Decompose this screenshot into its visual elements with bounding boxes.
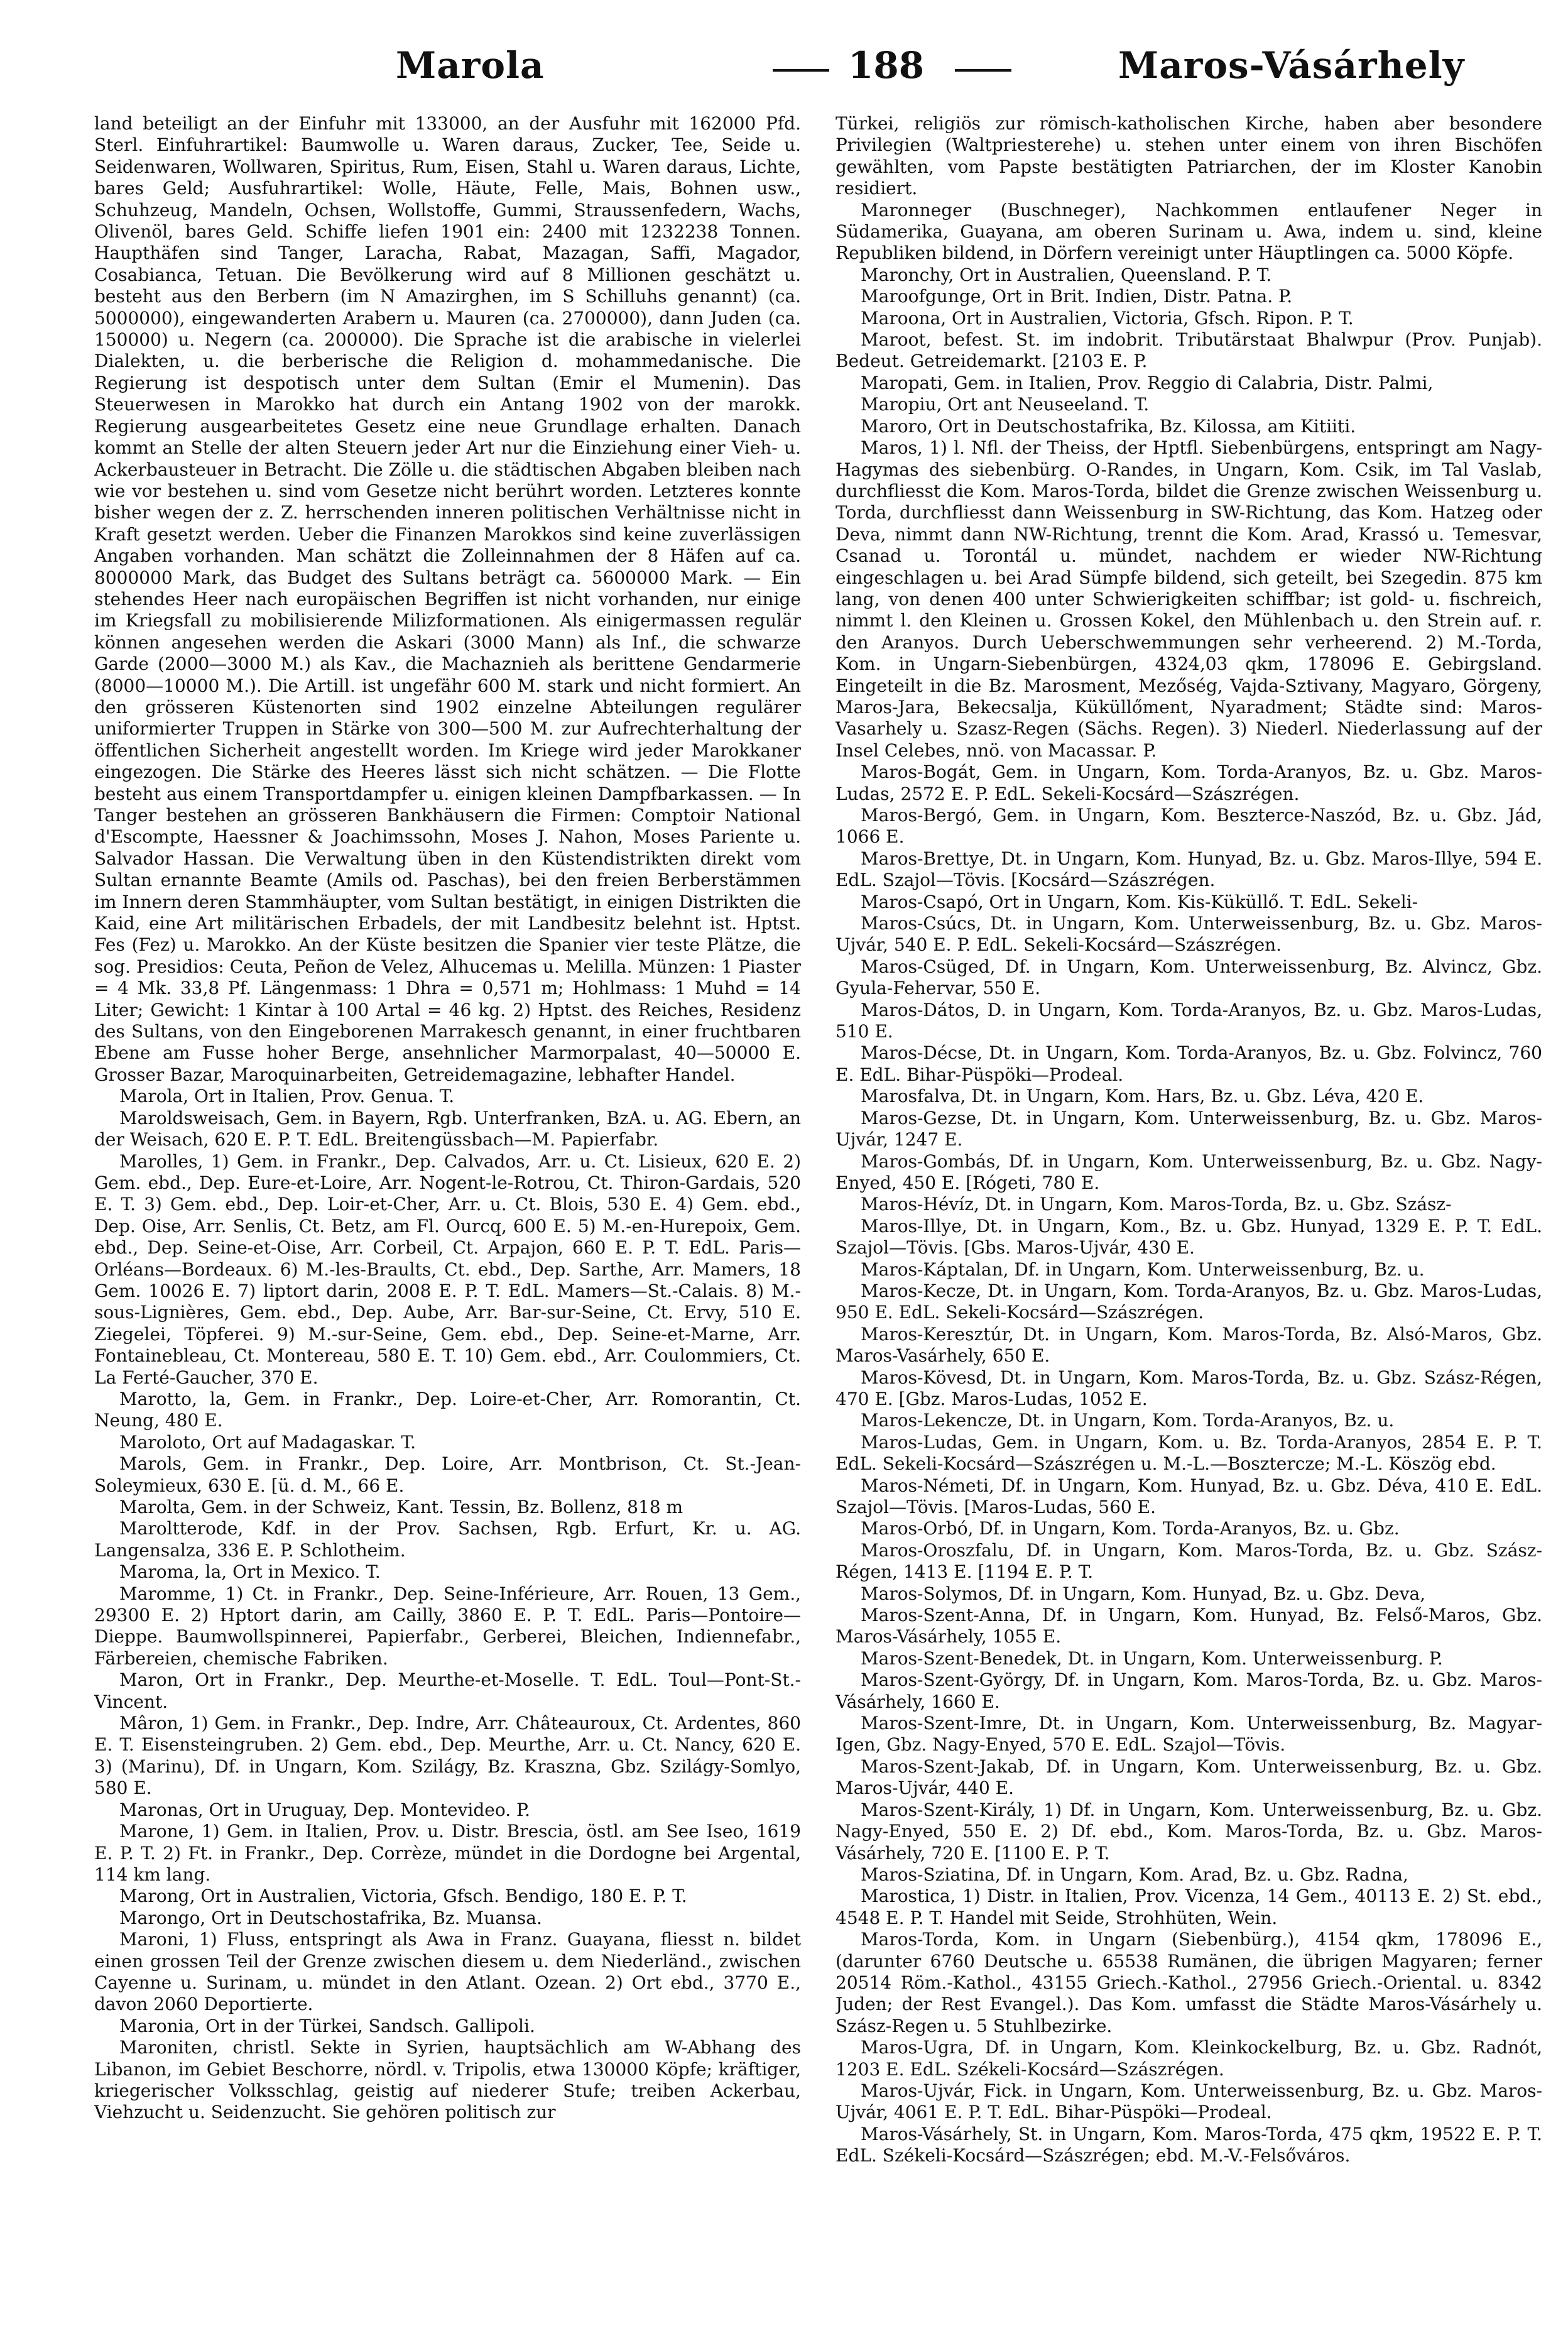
dictionary-entry: Maros-Szent-Anna, Df. in Ungarn, Kom. Hunyad, Bz. Felső-Maros, Gbz. Maros-Vásárhely, 1055 E. — [836, 1605, 1542, 1647]
dictionary-entry: Maros-Torda, Kom. in Ungarn (Siebenbürg.), 4154 qkm, 178096 E., (darunter 6760 Deutsche u. 65538 Rumänen, die übrigen Magyaren; ferner 20514 Röm.-Kathol., 43155 Griech.-Kathol., 27956 Griech.-Oriental. u. 8342 Juden; der Rest Evangel.). Das Kom. umfasst die Städte Maros-Vásárhely u. Szász-Regen u. 5 Stuhlbezirke. — [836, 1929, 1542, 2036]
left-column — [94, 113, 801, 2331]
dictionary-entry: Maroro, Ort in Deutschostafrika, Bz. Kilossa, am Kitiiti. — [861, 415, 1356, 437]
dictionary-entry: Maros-Illye, Dt. in Ungarn, Kom., Bz. u. Gbz. Hunyad, 1329 E. P. T. EdL. Szajol—Tövis. [Gbs. Maros-Ujvár, 430 E. — [836, 1215, 1542, 1259]
dictionary-entry: Maros-Kövesd, Dt. in Ungarn, Kom. Maros-Torda, Bz. u. Gbz. Szász-Régen, 470 E. [Gbz. Maros-Ludas, 1052 E. — [836, 1367, 1542, 1409]
page-number: 188 — [848, 44, 925, 87]
dictionary-entry: Maros-Ugra, Df. in Ungarn, Kom. Kleinkockelburg, Bz. u. Gbz. Radnót, 1203 E. EdL. Székeli-Kocsárd—Szászrégen. — [836, 2037, 1542, 2080]
header-dash-right — [955, 69, 1011, 72]
dictionary-entry: Maros-Csúcs, Dt. in Ungarn, Kom. Unterweissenburg, Bz. u. Gbz. Maros-Ujvár, 540 E. P. EdL. Sekeli-Kocsárd—Szászrégen. — [836, 913, 1542, 956]
dictionary-entry: Maros-Gombás, Df. in Ungarn, Kom. Unterweissenburg, Bz. u. Gbz. Nagy-Enyed, 450 E. [Rógeti, 780 E. — [836, 1150, 1542, 1193]
dictionary-entry: Maronia, Ort in der Türkei, Sandsch. Gallipoli. — [119, 2015, 535, 2036]
dictionary-entry: Marotto, la, Gem. in Frankr., Dep. Loire-et-Cher, Arr. Romorantin, Ct. Neung, 480 E. — [94, 1388, 801, 1431]
dictionary-entry: Maroltterode, Kdf. in der Prov. Sachsen, Rgb. Erfurt, Kr. u. AG. Langensalza, 336 E. P. Schlotheim. — [94, 1518, 801, 1561]
dictionary-entry: Maros-Décse, Dt. in Ungarn, Kom. Torda-Aranyos, Bz. u. Gbz. Folvincz, 760 E. EdL. Bihar-Püspöki—Prodeal. — [836, 1042, 1542, 1085]
dictionary-entry: Maros-Csüged, Df. in Ungarn, Kom. Unterweissenburg, Bz. Alvincz, Gbz. Gyula-Fehervar, 550 E. — [836, 956, 1542, 999]
dictionary-entry: Maroniten, christl. Sekte in Syrien, hauptsächlich am W-Abhang des Libanon, im Gebiet Beschorre, nördl. v. Tripolis, etwa 130000 Köpfe; kräftiger, kriegerischer Volksschlag, geistig auf niederer Stufe; treiben Ackerbau, Viehzucht u. Seidenzucht. Sie gehören politisch zur — [94, 2037, 801, 2123]
header-dash-left — [773, 69, 829, 72]
right-column — [836, 113, 1542, 2331]
dictionary-entry: Maros-Szent-Imre, Dt. in Ungarn, Kom. Unterweissenburg, Bz. Magyar-Igen, Gbz. Nagy-Enyed, 570 E. EdL. Szajol—Tövis. — [836, 1713, 1542, 1756]
dictionary-entry: Maros-Szent-György, Df. in Ungarn, Kom. Maros-Torda, Bz. u. Gbz. Maros-Vásárhely, 1660 E. — [836, 1669, 1542, 1712]
dictionary-entry: Maros-Gezse, Dt. in Ungarn, Kom. Unterweissenburg, Bz. u. Gbz. Maros-Ujvár, 1247 E. — [836, 1107, 1542, 1150]
dictionary-entry: Maros-Sziatina, Df. in Ungarn, Kom. Arad, Bz. u. Gbz. Radna, — [861, 1864, 1408, 1885]
dictionary-entry: Maros-Káptalan, Df. in Ungarn, Kom. Unterweissenburg, Bz. u. — [861, 1259, 1425, 1280]
dictionary-entry: Maropati, Gem. in Italien, Prov. Reggio di Calabria, Distr. Palmi, — [861, 372, 1434, 393]
dictionary-entry: Maros-Ujvár, Fick. in Ungarn, Kom. Unterweissenburg, Bz. u. Gbz. Maros-Ujvár, 4061 E. P. T. EdL. Bihar-Püspöki—Prodeal. — [836, 2080, 1542, 2123]
dictionary-entry: Maros, 1) l. Nfl. der Theiss, der Hptfl. Siebenbürgens, entspringt am Nagy-Hagymas des siebenbürg. O-Randes, in Ungarn, Kom. Csik, im Tal Vaslab, durchfliesst die Kom. Maros-Torda, bildet die Grenze zwischen Weissenburg u. Torda, durchfliesst dann Weissenburg in SW-Richtung, das Kom. Hatzeg oder Deva, nimmt dann NW-Richtung, trennt die Kom. Arad, Krassó u. Temesvar, Csanad u. Torontál u. mündet, nachdem er wieder NW-Richtung eingeschlagen u. bei Arad Sümpfe bildend, sich geteilt, bei Szegedin. 875 km lang, von denen 400 unter Schwierigkeiten schiffbar; ist gold- u. fischreich, nimmt l. den Kleinen u. Grossen Kokel, den Mühlenbach u. den Strein auf. r. den Aranyos. Durch Ueberschwemmungen sehr verheerend. 2) M.-Torda, Kom. in Ungarn-Siebenbürgen, 4324,03 qkm, 178096 E. Gebirgsland. Eingeteilt in die Bz. Marosment, Mezőség, Vajda-Sztivany, Magyaro, Görgeny, Maros-Jara, Bekecsalja, Küküllőment, Nyaradment; Städte sind: Maros-Vasarhely u. Szasz-Regen (Sächs. Regen). 3) Niederl. Niederlassung auf der Insel Celebes, nnö. von Macassar. P. — [836, 437, 1542, 761]
dictionary-entry: Maronas, Ort in Uruguay, Dep. Montevideo. P. — [119, 1799, 531, 1820]
dictionary-entry: Marosfalva, Dt. in Ungarn, Kom. Hars, Bz. u. Gbz. Léva, 420 E. — [861, 1086, 1424, 1107]
dictionary-entry: Marone, 1) Gem. in Italien, Prov. u. Distr. Brescia, östl. am See Iseo, 1619 E. P. T. 2) Ft. in Frankr., Dep. Corrèze, mündet in die Dordogne bei Argental, 114 km lang. — [94, 1821, 801, 1885]
dictionary-entry: Maros-Oroszfalu, Df. in Ungarn, Kom. Maros-Torda, Bz. u. Gbz. Szász-Régen, 1413 E. [1194 E. P. T. — [836, 1539, 1542, 1583]
dictionary-entry: Maros-Vásárhely, St. in Ungarn, Kom. Maros-Torda, 475 qkm, 19522 E. P. T. EdL. Székeli-Kocsárd—Szászrégen; ebd. M.-V.-Felsőváros. — [836, 2123, 1542, 2166]
dictionary-entry: Marong, Ort in Australien, Victoria, Gfsch. Bendigo, 180 E. P. T. — [119, 1886, 687, 1907]
dictionary-entry: Maropiu, Ort ant Neuseeland. T. — [861, 394, 1150, 415]
dictionary-entry: Maroldsweisach, Gem. in Bayern, Rgb. Unterfranken, BzA. u. AG. Ebern, an der Weisach, 620 E. P. T. EdL. Breitengüssbach—M. Papierfabr. — [94, 1107, 801, 1150]
dictionary-entry: Marostica, 1) Distr. in Italien, Prov. Vicenza, 14 Gem., 40113 E. 2) St. ebd., 4548 E. P. T. Handel mit Seide, Strohhüten, Wein. — [836, 1886, 1542, 1928]
dictionary-entry: Maros-Hévíz, Dt. in Ungarn, Kom. Maros-Torda, Bz. u. Gbz. Szász- — [861, 1194, 1452, 1215]
dictionary-entry: Türkei, religiös zur römisch-katholischen Kirche, haben aber besondere Privilegien (Waltpriesterehe) u. stehen unter einem von ihren Bischöfen gewählten, vom Papste bestätigten Patriarchen, der im Kloster Kanobin residiert. — [836, 113, 1542, 199]
dictionary-entry: Maros-Brettye, Dt. in Ungarn, Kom. Hunyad, Bz. u. Gbz. Maros-Illye, 594 E. EdL. Szajol—Tövis. [Kocsárd—Szászrégen. — [836, 848, 1542, 891]
dictionary-entry: Maros-Bergó, Gem. in Ungarn, Kom. Beszterce-Naszód, Bz. u. Gbz. Jád, 1066 E. — [836, 805, 1542, 848]
dictionary-entry: Maros-Lekencze, Dt. in Ungarn, Kom. Torda-Aranyos, Bz. u. — [861, 1410, 1395, 1431]
dictionary-entry: Maros-Orbó, Df. in Ungarn, Kom. Torda-Aranyos, Bz. u. Gbz. — [861, 1518, 1400, 1539]
dictionary-entry: Maronchy, Ort in Australien, Queensland. P. T. — [861, 264, 1272, 285]
dictionary-entry: Marola, Ort in Italien, Prov. Genua. T. — [119, 1086, 455, 1107]
dictionary-entry: Marolles, 1) Gem. in Frankr., Dep. Calvados, Arr. u. Ct. Lisieux, 620 E. 2) Gem. ebd., Dep. Eure-et-Loire, Arr. Nogent-le-Rotrou, Ct. Thiron-Gardais, 520 E. T. 3) Gem. ebd., Dep. Loir-et-Cher, Arr. u. Ct. Blois, 530 E. 4) Gem. ebd., Dep. Oise, Arr. Senlis, Ct. Betz, am Fl. Ourcq, 600 E. 5) M.-en-Hurepoix, Gem. ebd., Dep. Seine-et-Oise, Arr. Corbeil, Ct. Arpajon, 660 E. P. T. EdL. Paris—Orléans—Bordeaux. 6) M.-les-Braults, Ct. ebd., Dep. Sarthe, Arr. Mamers, 18 Gem. 10026 E. 7) liptort darin, 2008 E. P. T. EdL. Mamers—St.-Calais. 8) M.-sous-Lignières, Gem. ebd., Dep. Aube, Arr. Bar-sur-Seine, Ct. Ervy, 510 E. Ziegelei, Töpferei. 9) M.-sur-Seine, Gem. ebd., Dep. Seine-et-Marne, Arr. Fontainebleau, Ct. Montereau, 580 E. T. 10) Gem. ebd., Arr. Coulommiers, Ct. La Ferté-Gaucher, 370 E. — [94, 1150, 801, 1388]
dictionary-entry: Maroma, la, Ort in Mexico. T. — [119, 1561, 381, 1583]
dictionary-entry: Maros-Solymos, Df. in Ungarn, Kom. Hunyad, Bz. u. Gbz. Deva, — [861, 1583, 1426, 1604]
header-right-word: Maros-Vásárhely — [1118, 44, 1465, 87]
dictionary-entry: Mâron, 1) Gem. in Frankr., Dep. Indre, Arr. Châteauroux, Ct. Ardentes, 860 E. T. Eisensteingruben. 2) Gem. ebd., Dep. Meurthe, Arr. u. Ct. Nancy, 620 E. 3) (Marinu), Df. in Ungarn, Kom. Szilágy, Bz. Kraszna, Gbz. Szilágy-Somlyo, 580 E. — [94, 1713, 801, 1799]
dictionary-entry: Maron, Ort in Frankr., Dep. Meurthe-et-Moselle. T. EdL. Toul—Pont-St.-Vincent. — [94, 1669, 801, 1712]
dictionary-entry: Maros-Németi, Df. in Ungarn, Kom. Hunyad, Bz. u. Gbz. Déva, 410 E. EdL. Szajol—Tövis. [Maros-Ludas, 560 E. — [836, 1475, 1542, 1517]
dictionary-entry: Maros-Szent-Király, 1) Df. in Ungarn, Kom. Unterweissenburg, Bz. u. Gbz. Nagy-Enyed, 550 E. 2) Df. ebd., Kom. Maros-Torda, Bz. u. Gbz. Maros-Vásárhely, 720 E. [1100 E. P. T. — [836, 1799, 1542, 1864]
page-header — [94, 44, 1489, 101]
dictionary-entry: Maros-Kecze, Dt. in Ungarn, Kom. Torda-Aranyos, Bz. u. Gbz. Maros-Ludas, 950 E. EdL. Sekeli-Kocsárd—Szászrégen. — [836, 1280, 1542, 1323]
dictionary-entry: Maros-Dátos, D. in Ungarn, Kom. Torda-Aranyos, Bz. u. Gbz. Maros-Ludas, 510 E. — [836, 999, 1542, 1042]
dictionary-entry: Marolta, Gem. in der Schweiz, Kant. Tessin, Bz. Bollenz, 818 m — [119, 1497, 683, 1517]
dictionary-entry: Maroona, Ort in Australien, Victoria, Gfsch. Ripon. P. T. — [861, 307, 1354, 329]
dictionary-entry: Maros-Ludas, Gem. in Ungarn, Kom. u. Bz. Torda-Aranyos, 2854 E. P. T. EdL. Sekeli-Kocsárd—Szászrégen u. M.-L.—Bosztercze; M.-L. Köszög ebd. — [836, 1431, 1542, 1475]
dictionary-entry: Maros-Keresztúr, Dt. in Ungarn, Kom. Maros-Torda, Bz. Alsó-Maros, Gbz. Maros-Vasárhely, 650 E. — [836, 1323, 1542, 1367]
dictionary-entry: Maroot, befest. St. im indobrit. Tributärstaat Bhalwpur (Prov. Punjab). Bedeut. Getreidemarkt. [2103 E. P. — [836, 329, 1542, 372]
dictionary-entry: Maroni, 1) Fluss, entspringt als Awa in Franz. Guayana, fliesst n. bildet einen grossen Teil der Grenze zwischen diesem u. dem Niederländ., zwischen Cayenne u. Surinam, u. mündet in den Atlant. Ozean. 2) Ort ebd., 3770 E., davon 2060 Deportierte. — [94, 1929, 801, 2015]
dictionary-entry: Marols, Gem. in Frankr., Dep. Loire, Arr. Montbrison, Ct. St.-Jean-Soleymieux, 630 E. [ü. d. M., 66 E. — [94, 1453, 801, 1496]
dictionary-entry: Maros-Szent-Benedek, Dt. in Ungarn, Kom. Unterweissenburg. P. — [861, 1647, 1443, 1669]
header-left-word: Marola — [396, 44, 545, 87]
dictionary-entry: Marongo, Ort in Deutschostafrika, Bz. Muansa. — [119, 1907, 542, 1928]
dictionary-entry: Maroofgunge, Ort in Brit. Indien, Distr. Patna. P. — [861, 286, 1293, 307]
dictionary-entry: Maroloto, Ort auf Madagaskar. T. — [119, 1431, 416, 1453]
dictionary-entry: Maros-Bogát, Gem. in Ungarn, Kom. Torda-Aranyos, Bz. u. Gbz. Maros-Ludas, 2572 E. P. EdL. Sekeli-Kocsárd—Szászrégen. — [836, 762, 1542, 804]
dictionary-entry: Maros-Szent-Jakab, Df. in Ungarn, Kom. Unterweissenburg, Bz. u. Gbz. Maros-Ujvár, 440 E. — [836, 1756, 1542, 1799]
dictionary-entry: Maronneger (Buschneger), Nachkommen entlaufener Neger in Südamerika, Guayana, am oberen Surinam u. Awa, indem u. sind, kleine Republiken bildend, in Dörfern vereinigt unter Häuptlingen ca. 5000 Köpfe. — [836, 199, 1542, 264]
dictionary-entry: Maros-Csapó, Ort in Ungarn, Kom. Kis-Küküllő. T. EdL. Sekeli- — [861, 891, 1418, 912]
dictionary-entry: land beteiligt an der Einfuhr mit 133000, an der Ausfuhr mit 162000 Pfd. Sterl. Einfuhrartikel: Baumwolle u. Waren daraus, Zucker, Tee, Seide u. Seidenwaren, Wollwaren, Spiritus, Rum, Eisen, Stahl u. Waren daraus, Lichte, bares Geld; Ausfuhrartikel: Wolle, Häute, Felle, Mais, Bohnen usw., Schuhzeug, Mandeln, Ochsen, Wollstoffe, Gummi, Straussenfedern, Wachs, Olivenöl, bares Geld. Schiffe liefen 1901 ein: 2400 mit 1232238 Tonnen. Haupthäfen sind Tanger, Laracha, Rabat, Mazagan, Saffi, Magador, Cosabianca, Tetuan. Die Bevölkerung wird auf 8 Millionen geschätzt u. besteht aus den Berbern (im N Amazirghen, im S Schilluhs genannt) (ca. 5000000), eingewanderten Arabern u. Mauren (ca. 2700000), dann Juden (ca. 150000) u. Negern (ca. 200000). Die Sprache ist die arabische in vielerlei Dialekten, u. die berberische die Religion d. mohammedanische. Die Regierung ist despotisch unter dem Sultan (Emir el Mumenin). Das Steuerwesen in Marokko hat durch ein Antang 1902 von der marokk. Regierung ausgearbeitetes Gesetz eine neue Grundlage erhalten. Danach kommt an Stelle der alten Steuern jeder Art nur die Einziehung einer Vieh- u. Ackerbausteuer in Betracht. Die Zölle u. die städtischen Abgaben bleiben nach wie vor bestehen u. sind vom Gesetze nicht berührt worden. Letzteres konnte bisher wegen der z. Z. herrschenden inneren politischen Verhältnisse nicht in Kraft gesetzt werden. Ueber die Finanzen Marokkos sind keine zuverlässigen Angaben vorhanden. Man schätzt die Zolleinnahmen der 8 Häfen auf ca. 8000000 Mark, das Budget des Sultans beträgt ca. 5600000 Mark. — Ein stehendes Heer nach europäischen Begriffen ist nicht vorhanden, nur einige im Kriegsfall zu mobilisierende Milizformationen. Als einigermassen regulär können angesehen werden die Askari (3000 Mann) als Inf., die schwarze Garde (2000—3000 M.) als Kav., die Machaznieh als berittene Gendarmerie (8000—10000 M.). Die Artill. ist ungefähr 600 M. stark und nicht formiert. An den grösseren Küstenorten sind 1902 einzelne Abteilungen regulärer uniformierter Truppen in Stärke von 300—500 M. zur Aufrechterhaltung der öffentlichen Sicherheit angestellt worden. Im Kriege wird jeder Marokkaner eingezogen. Die Stärke des Heeres lässt sich nicht schätzen. — Die Flotte besteht aus einem Transportdampfer u. einigen kleinen Dampfbarkassen. — In Tanger bestehen an grösseren Bankhäusern die Firmen: Comptoir National d'Escompte, Haessner & Joachimssohn, Moses J. Nahon, Moses Pariente u. Salvador Hassan. Die Verwaltung üben in den Küstendistrikten direkt vom Sultan ernannte Beamte (Amils od. Paschas), bei den freien Berberstämmen im Innern deren Stammhäupter, vom Sultan bestätigt, in einigen Distrikten die Kaid, eine Art militärischen Erbadels, der mit Landbesitz belehnt ist. Hptst. Fes (Fez) u. Marokko. An der Küste besitzen die Spanier vier teste Plätze, die sog. Presidios: Ceuta, Peñon de Velez, Alhucemas u. Melilla. Münzen: 1 Piaster = 4 Mk. 33,8 Pf. Längenmass: 1 Dhra = 0,571 m; Hohlmass: 1 Muhd = 14 Liter; Gewicht: 1 Kintar à 100 Artal = 46 kg. 2) Hptst. des Reiches, Residenz des Sultans, von den Eingeborenen Marrakesch genannt, in einer fruchtbaren Ebene am Fusse hoher Berge, ansehnlicher Marmorpalast, 40—50000 E. Grosser Bazar, Maroquinarbeiten, Getreidemagazine, lebhafter Handel. — [94, 113, 801, 1085]
dictionary-entry: Maromme, 1) Ct. in Frankr., Dep. Seine-Inférieure, Arr. Rouen, 13 Gem., 29300 E. 2) Hptort darin, am Cailly, 3860 E. P. T. EdL. Paris—Pontoire—Dieppe. Baumwollspinnerei, Papierfabr., Gerberei, Bleichen, Indiennefabr., Färbereien, chemische Fabriken. — [94, 1583, 801, 1669]
